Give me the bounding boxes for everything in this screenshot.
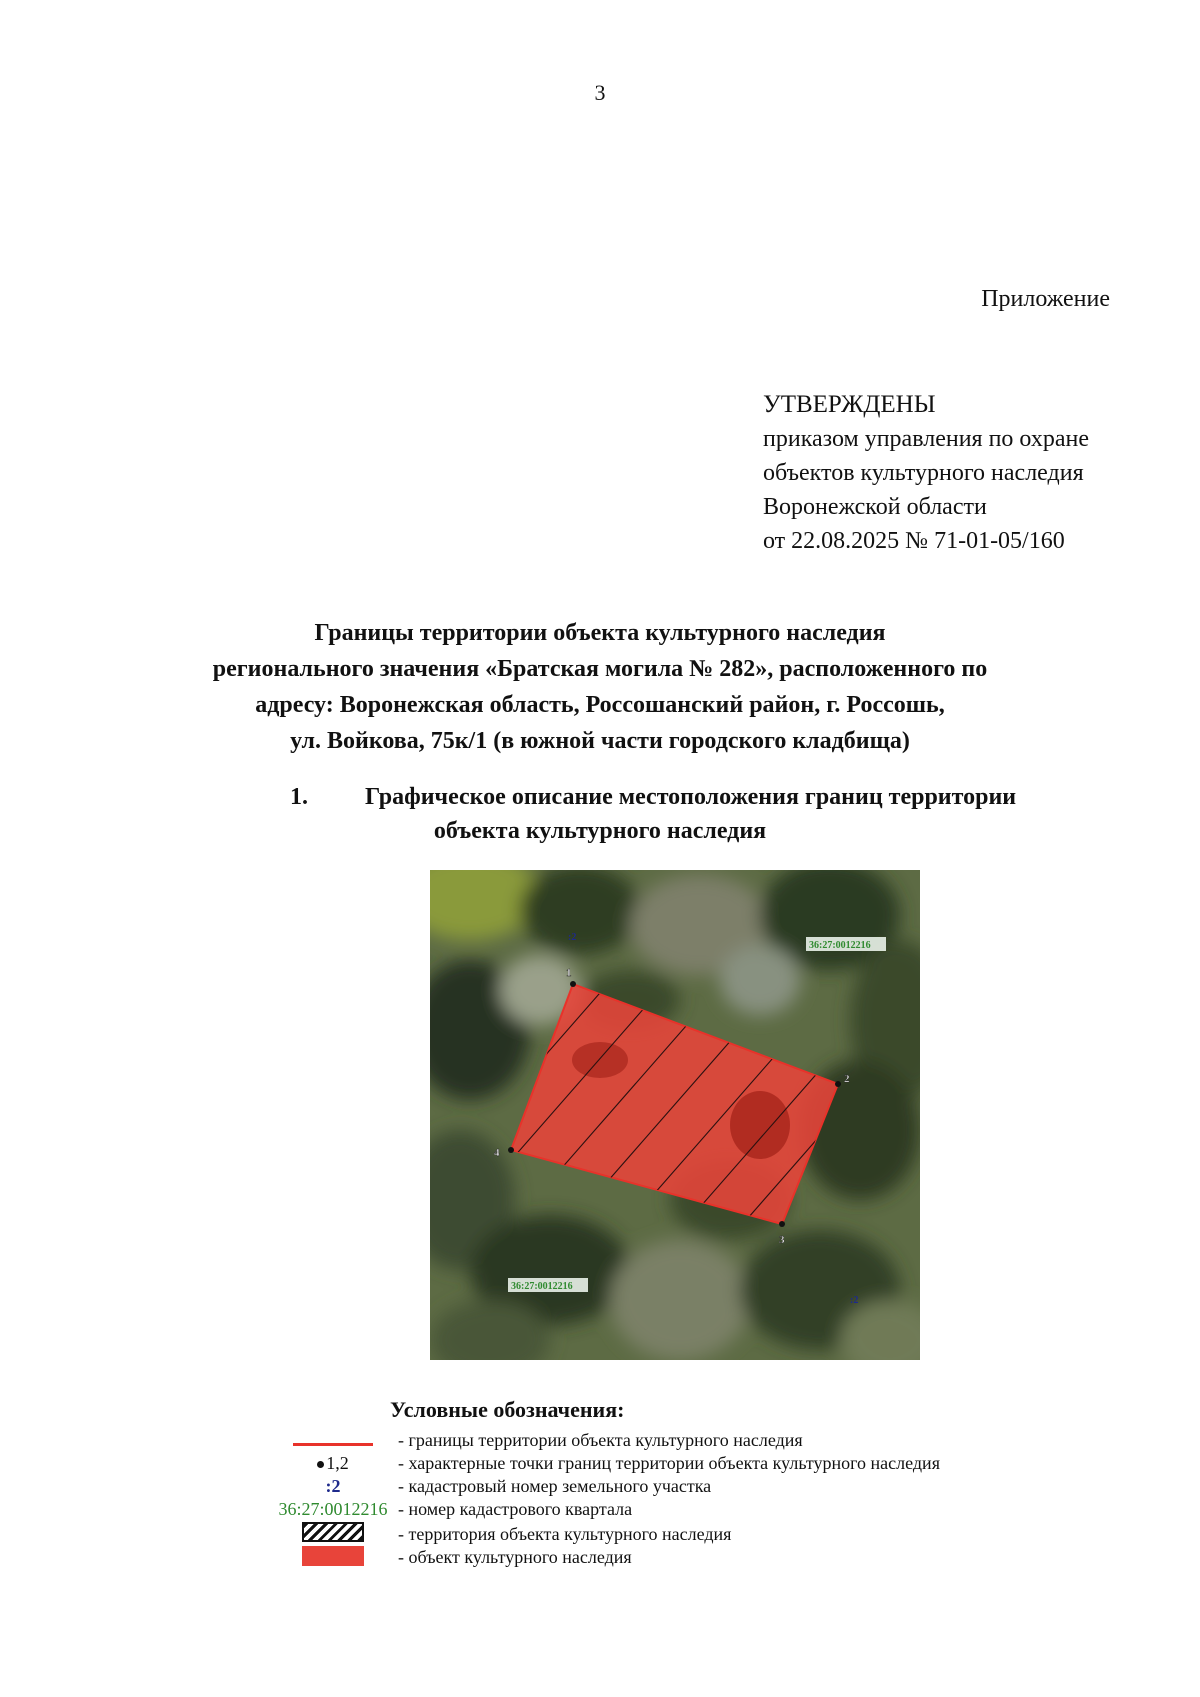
parcel-label: :2	[850, 1295, 859, 1306]
approval-title: УТВЕРЖДЕНЫ	[763, 391, 936, 418]
legend-symbol	[258, 1476, 408, 1497]
page-number: 3	[594, 80, 606, 105]
legend-text: - объект культурного наследия	[398, 1547, 632, 1567]
legend-symbol	[258, 1433, 408, 1453]
quarter-label: 36:27:0012216	[511, 1281, 573, 1292]
appendix-label: Приложение	[981, 286, 1110, 312]
approval-block	[763, 388, 1089, 558]
point-label: 4	[494, 1147, 500, 1159]
point-dot-icon	[317, 1461, 324, 1468]
legend-symbol	[258, 1546, 408, 1570]
parcel-label: :2	[568, 932, 577, 943]
legend-symbol	[258, 1499, 408, 1520]
legend-text: - кадастровый номер земельного участка	[398, 1476, 712, 1496]
document-title-line: ул. Войкова, 75к/1 (в южной части городского кладбища)	[290, 728, 910, 754]
boundary-point-2	[835, 1081, 841, 1087]
boundary-point-3	[779, 1221, 785, 1227]
red-line-icon	[293, 1443, 373, 1446]
document-title	[0, 615, 1200, 759]
document-title-line: Границы территории объекта культурного наследия	[314, 620, 886, 646]
approval-line: Воронежской области	[763, 494, 987, 520]
legend-title: Условные обозначения:	[390, 1397, 625, 1422]
boundary-point-4	[508, 1147, 514, 1153]
legend-symbol	[258, 1453, 408, 1474]
legend-text: - характерные точки границ территории объекта культурного наследия	[398, 1453, 940, 1473]
section-title-line: Графическое описание местоположения границ территории	[365, 784, 1017, 810]
point-label: 3	[779, 1234, 785, 1246]
boundary-point-1	[570, 981, 576, 987]
legend-text: - границы территории объекта культурного наследия	[398, 1430, 803, 1450]
legend-symbol	[258, 1522, 408, 1544]
satellite-map	[430, 870, 920, 1360]
section-title-line: объекта культурного наследия	[433, 818, 767, 844]
approval-date-number: от 22.08.2025 № 71-01-05/160	[763, 528, 1065, 554]
legend-point-label: 1,2	[326, 1453, 349, 1473]
approval-line: приказом управления по охране	[763, 426, 1089, 452]
document-title-line: регионального значения «Братская могила № 282», расположенного по	[212, 656, 988, 682]
quarter-label-icon: 36:27:0012216	[278, 1499, 388, 1519]
quarter-label: 36:27:0012216	[809, 940, 871, 951]
legend-text: - номер кадастрового квартала	[398, 1499, 633, 1519]
legend-text: - территория объекта культурного наследия	[398, 1524, 732, 1544]
parcel-label-icon: :2	[325, 1476, 341, 1496]
hatched-swatch-icon	[302, 1522, 364, 1542]
document-title-line: адресу: Воронежская область, Россошанский район, г. Россошь,	[255, 692, 945, 718]
red-swatch-icon	[302, 1546, 364, 1566]
approval-line: объектов культурного наследия	[763, 460, 1084, 486]
section-number: 1.	[290, 784, 308, 810]
point-label: 1	[566, 967, 572, 979]
point-label: 2	[844, 1073, 850, 1085]
